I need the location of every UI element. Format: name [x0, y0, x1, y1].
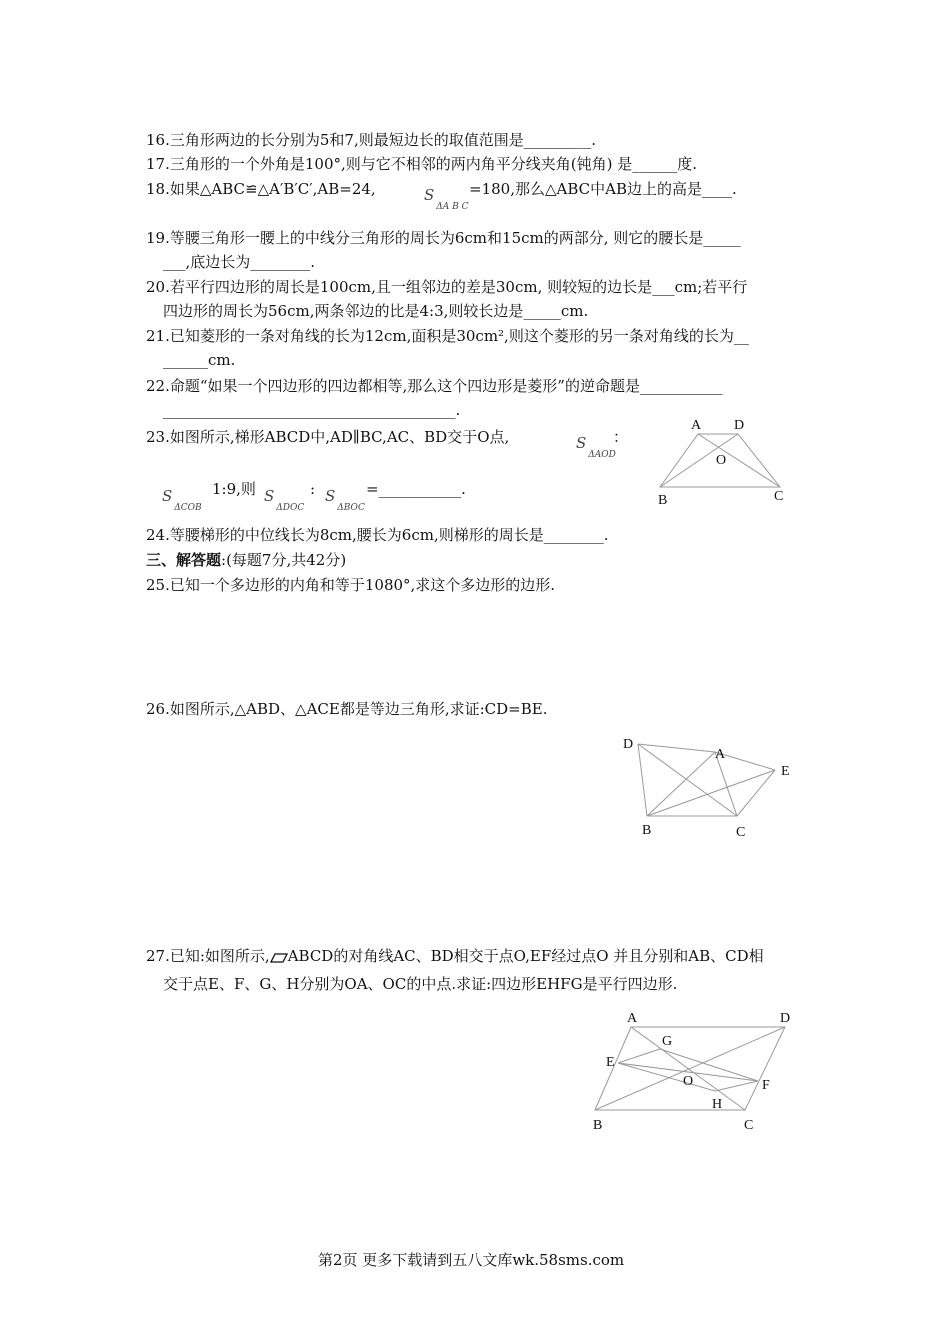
q21-text-b: ______cm. — [163, 351, 236, 369]
figure-23-trapezoid — [650, 412, 800, 507]
q21-text-a: 21.已知菱形的一条对角线的长为12cm,面积是30cm²,则这个菱形的另一条对角线的长为__ — [146, 327, 749, 345]
fig23-label-O: O — [716, 453, 727, 468]
q27-text-b: 交于点E、F、G、H分别为OA、OC的中点.求证:四边形EHFG是平行四边形. — [163, 975, 678, 993]
q16-text: 16.三角形两边的长分别为5和7,则最短边长的取值范围是_________. — [146, 131, 596, 149]
figure-26-triangles — [615, 732, 805, 842]
fig23-label-A: A — [691, 418, 702, 433]
section-3-title: 三、解答题 — [146, 551, 222, 569]
q20-text-a: 20.若平行四边形的周长是100cm,且一组邻边的差是30cm, 则较短的边长是___cm;若平行 — [146, 278, 748, 296]
fig27-label-H: H — [712, 1097, 723, 1112]
q24-text: 24.等腰梯形的中位线长为8cm,腰长为6cm,则梯形的周长是________. — [146, 526, 609, 544]
fig27-label-O: O — [683, 1074, 694, 1089]
fig26-label-C: C — [736, 825, 746, 840]
fig23-label-C: C — [774, 489, 784, 504]
q18-area-symbol: $S_{\Delta A B C}$ — [424, 186, 469, 212]
q23-colon: ： — [613, 428, 629, 446]
q23-text-b: 1:9,则 — [212, 480, 256, 498]
q19-text-b: ___,底边长为________. — [163, 253, 316, 271]
fig27-label-D: D — [780, 1011, 791, 1026]
q18-text-b: =180,那么△ABC中AB边上的高是____. — [469, 180, 737, 198]
q23-area-doc: $S_{\Delta DOC}$ — [264, 487, 305, 513]
figure-27-parallelogram — [585, 1005, 800, 1140]
section-3-heading — [146, 551, 346, 569]
fig27-label-A: A — [627, 1011, 638, 1026]
q27-text-a-prefix: 27.已知:如图所示, — [146, 947, 270, 965]
fig26-label-A: A — [715, 747, 726, 762]
parallelogram-symbol — [270, 953, 288, 962]
q23-area-cob: $S_{\Delta COB}$ — [162, 487, 202, 513]
fig26-label-E: E — [781, 764, 790, 779]
fig23-label-D: D — [734, 418, 745, 433]
fig27-label-F: F — [762, 1078, 770, 1093]
q22-text-b: _______________________________________. — [163, 401, 461, 419]
fig26-label-B: B — [642, 823, 652, 838]
fig27-label-C: C — [744, 1118, 754, 1133]
fig23-label-B: B — [658, 493, 668, 507]
fig27-label-G: G — [662, 1034, 673, 1049]
q25-text: 25.已知一个多边形的内角和等于1080°,求这个多边形的边形. — [146, 576, 556, 594]
q20-text-b: 四边形的周长为56cm,两条邻边的比是4:3,则较长边是_____cm. — [163, 302, 589, 320]
fig27-label-B: B — [593, 1118, 603, 1133]
fig26-label-D: D — [623, 737, 634, 752]
q17-text: 17.三角形的一个外角是100°,则与它不相邻的两内角平分线夹角(钝角) 是______度. — [146, 155, 697, 173]
q27-text-a — [146, 947, 764, 965]
q23-text-d: =___________. — [366, 480, 466, 498]
page-footer: 第2页 更多下载请到五八文库wk.58sms.com — [318, 1251, 625, 1269]
q22-text-a: 22.命题“如果一个四边形的四边都相等,那么这个四边形是菱形”的逆命题是___________ — [146, 377, 723, 395]
q23-text-a: 23.如图所示,梯形ABCD中,AD∥BC,AC、BD交于O点, — [146, 428, 510, 446]
q18-text-a: 18.如果△ABC≌△A′B′C′,AB=24, — [146, 180, 376, 198]
q23-area-aod: $S_{\Delta AOD}$ — [576, 434, 616, 460]
q26-text: 26.如图所示,△ABD、△ACE都是等边三角形,求证:CD=BE. — [146, 700, 548, 718]
q19-text-a: 19.等腰三角形一腰上的中线分三角形的周长为6cm和15cm的两部分, 则它的腰长是_____ — [146, 229, 741, 247]
q23-area-boc: $S_{\Delta BOC}$ — [325, 487, 365, 513]
section-3-rest: :(每题7分,共42分) — [221, 551, 347, 569]
q27-text-a-suffix: ABCD的对角线AC、BD相交于点O,EF经过点O 并且分别和AB、CD相 — [287, 947, 764, 965]
q23-text-c: : — [310, 480, 316, 498]
fig27-label-E: E — [606, 1055, 615, 1070]
